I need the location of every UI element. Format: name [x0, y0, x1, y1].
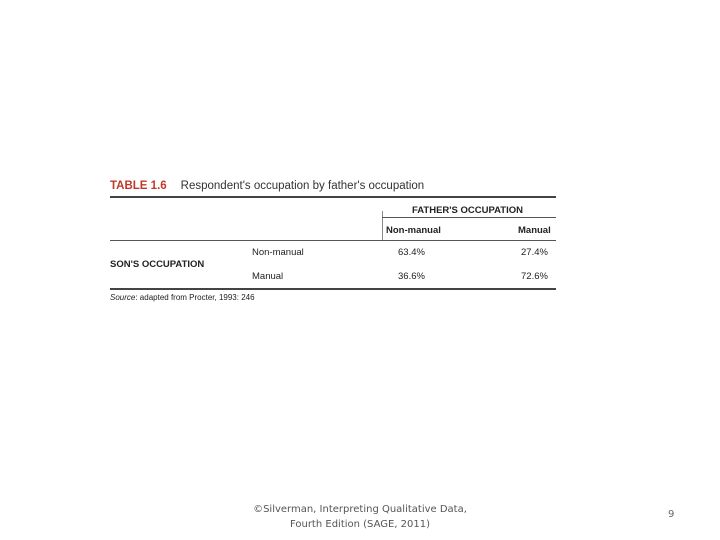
table-source: [110, 293, 255, 302]
column-header-non-manual: Non-manual: [386, 225, 441, 236]
table-title: [110, 180, 424, 192]
table-caption: Respondent's occupation by father's occupation: [180, 180, 425, 192]
row-label-non-manual: Non-manual: [252, 247, 304, 258]
row-group-header: SON'S OCCUPATION: [110, 259, 205, 270]
column-group-rule: [382, 217, 556, 218]
footer-line-2: Fourth Edition (SAGE, 2011): [289, 519, 431, 530]
table-label: TABLE 1.6: [110, 180, 167, 192]
slide-footer: [250, 502, 470, 532]
table-header-rule: [110, 240, 556, 241]
table-bottom-rule: [110, 288, 556, 290]
table-top-rule: [110, 196, 556, 198]
source-text: : adapted from Procter, 1993: 246: [135, 293, 255, 302]
page-number: 9: [668, 509, 675, 520]
table-cell: 63.4%: [398, 247, 425, 258]
row-label-manual: Manual: [252, 271, 284, 282]
source-label: Source: [110, 293, 136, 302]
column-group-header: FATHER'S OCCUPATION: [412, 205, 523, 216]
table-cell: 72.6%: [521, 271, 548, 282]
column-header-manual: Manual: [518, 225, 551, 236]
header-column-divider: [382, 211, 383, 240]
table-cell: 27.4%: [521, 247, 548, 258]
footer-line-1: ©Silverman, Interpreting Qualitative Data,: [253, 504, 467, 515]
table-cell: 36.6%: [398, 271, 425, 282]
